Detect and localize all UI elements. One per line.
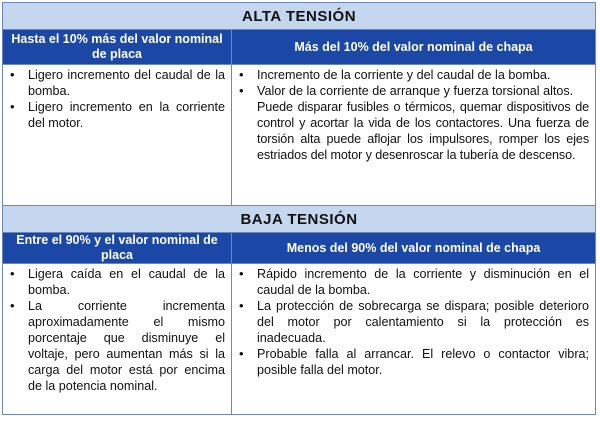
list-item-text: • Valor de la corriente de arranque y fuerza torsional altos. <box>257 84 574 98</box>
list-item: • Ligero incremento del caudal de la bomba. <box>3 67 225 99</box>
list-item: • Ligero incremento en la corriente del motor. <box>3 99 225 131</box>
alta-col1-header: Hasta el 10% más del valor nominal de placa <box>3 30 232 65</box>
baja-tension-title: BAJA TENSIÓN <box>3 206 596 233</box>
list-item <box>232 83 589 163</box>
alta-col2-cell <box>232 65 596 206</box>
baja-col1-list <box>3 264 231 394</box>
alta-col2-list <box>232 65 595 163</box>
baja-col1-header: Entre el 90% y el valor nominal de placa <box>3 233 232 264</box>
baja-col2-header: Menos del 90% del valor nominal de chapa <box>232 233 596 264</box>
list-item-text: • Incremento de la corriente y del caudal de la bomba. <box>257 68 551 82</box>
alta-col1-list <box>3 65 231 131</box>
list-item: • Ligera caída en el caudal de la bomba. <box>3 266 225 298</box>
list-item-note: Puede disparar fusibles o térmicos, quemar dispositivos de control y acortar la vida de los contactores. Una fuerza de torsión alta puede aflojar los impulsores, romper los ejes estriados del motor y desenroscar la tubería de descenso. <box>257 100 590 162</box>
baja-col2-list <box>232 264 595 378</box>
baja-col2-cell <box>232 264 596 415</box>
list-item: • La protección de sobrecarga se dispara; posible deterioro del motor por calentamiento si la protección es inadecuada. <box>232 298 589 346</box>
alta-tension-title: ALTA TENSIÓN <box>3 3 596 30</box>
list-item <box>232 67 589 83</box>
alta-col1-cell <box>3 65 232 206</box>
list-item: • Rápido incremento de la corriente y disminución en el caudal de la bomba. <box>232 266 589 298</box>
alta-col2-header: Más del 10% del valor nominal de chapa <box>232 30 596 65</box>
list-item: • Probable falla al arrancar. El relevo o contactor vibra; posible falla del motor. <box>232 346 589 378</box>
voltage-effects-table <box>2 2 596 415</box>
baja-col1-cell <box>3 264 232 415</box>
list-item: • La corriente incrementa aproximadamente el mismo porcentaje que disminuye el voltaje, pero aumentan más si la carga del motor está por encima de la potencia nominal. <box>3 298 225 394</box>
